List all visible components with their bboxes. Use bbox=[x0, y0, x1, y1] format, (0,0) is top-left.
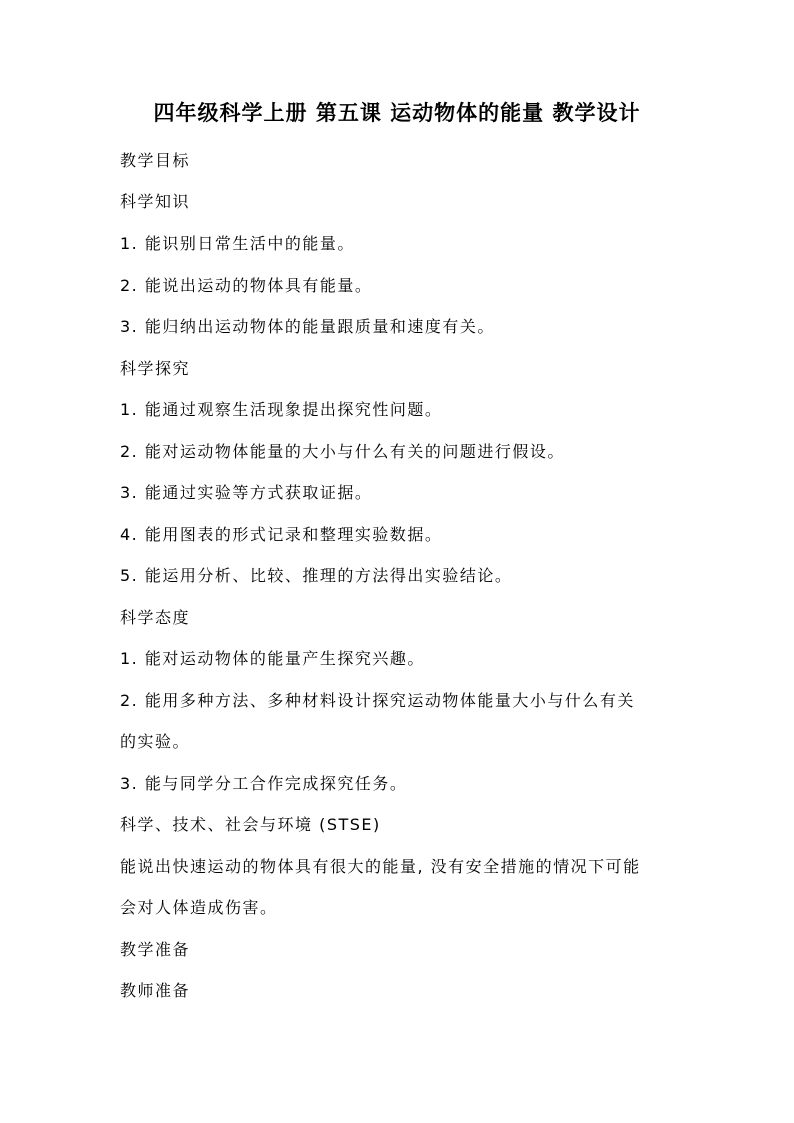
stse-paragraph: 能说出快速运动的物体具有很大的能量, 没有安全措施的情况下可能 bbox=[120, 857, 641, 876]
inquiry-item-4: 4. 能用图表的形式记录和整理实验数据。 bbox=[120, 525, 443, 544]
subheading-science-inquiry: 科学探究 bbox=[120, 359, 191, 378]
subheading-teacher-preparation: 教师准备 bbox=[120, 981, 191, 1000]
knowledge-item-1: 1. 能识别日常生活中的能量。 bbox=[120, 234, 355, 253]
attitude-item-2: 2. 能用多种方法、多种材料设计探究运动物体能量大小与什么有关 bbox=[120, 691, 635, 710]
knowledge-item-3: 3. 能归纳出运动物体的能量跟质量和速度有关。 bbox=[120, 317, 495, 336]
heading-teaching-preparation: 教学准备 bbox=[120, 940, 191, 959]
subheading-science-knowledge: 科学知识 bbox=[120, 192, 191, 211]
subheading-science-attitude: 科学态度 bbox=[120, 608, 191, 627]
attitude-item-1: 1. 能对运动物体的能量产生探究兴趣。 bbox=[120, 649, 425, 668]
attitude-item-3: 3. 能与同学分工合作完成探究任务。 bbox=[120, 774, 408, 793]
knowledge-item-2: 2. 能说出运动的物体具有能量。 bbox=[120, 276, 373, 295]
inquiry-item-2: 2. 能对运动物体能量的大小与什么有关的问题进行假设。 bbox=[120, 442, 565, 461]
inquiry-item-1: 1. 能通过观察生活现象提出探究性问题。 bbox=[120, 400, 443, 419]
attitude-item-2-continued: 的实验。 bbox=[120, 732, 191, 751]
heading-teaching-objectives: 教学目标 bbox=[120, 151, 191, 170]
inquiry-item-3: 3. 能通过实验等方式获取证据。 bbox=[120, 483, 373, 502]
document-title: 四年级科学上册 第五课 运动物体的能量 教学设计 bbox=[153, 100, 641, 125]
stse-paragraph-continued: 会对人体造成伤害。 bbox=[120, 898, 278, 917]
subheading-stse: 科学、技术、社会与环境 (STSE) bbox=[120, 815, 381, 834]
inquiry-item-5: 5. 能运用分析、比较、推理的方法得出实验结论。 bbox=[120, 566, 513, 585]
